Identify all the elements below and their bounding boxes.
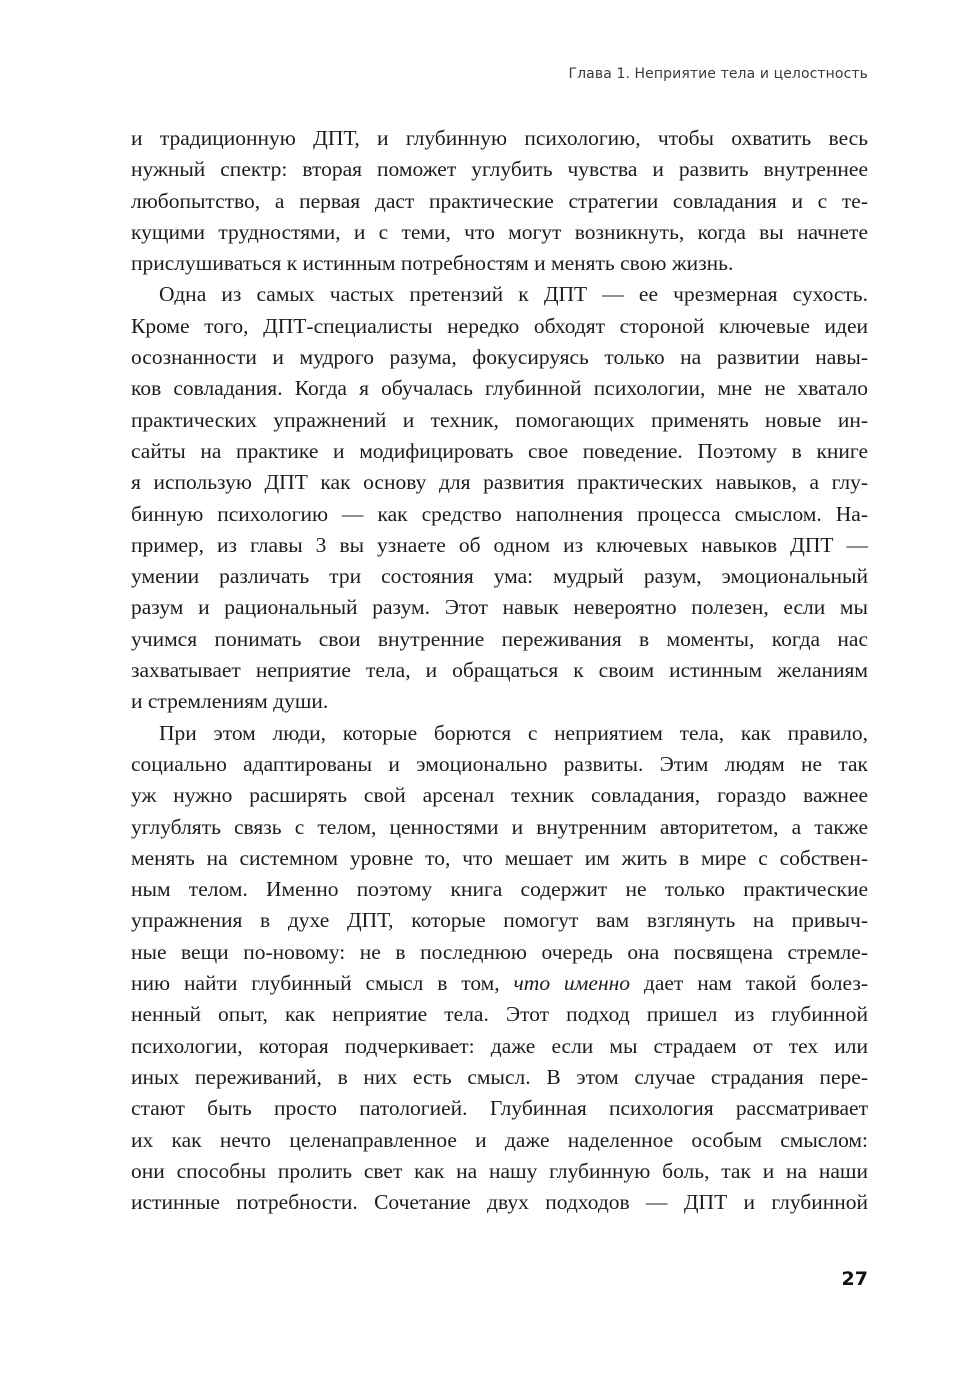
text-line: ным телом. Именно поэтому книга содержит не только практические (131, 877, 868, 902)
text-line: психологии, которая подчеркивает: даже если мы страдаем от тех или (131, 1033, 868, 1058)
text-line: они способны пролить свет как на нашу глубинную боль, так и на наши (131, 1158, 868, 1183)
text-line: сайты на практике и модифицировать свое поведение. Поэтому в книге (131, 438, 868, 463)
text-line: менять на системном уровне то, что мешает им жить в мире с собствен- (131, 845, 868, 870)
text-line: истинные потребности. Сочетание двух подходов — ДПТ и глубинной (131, 1190, 868, 1215)
text-line: захватывает неприятие тела, и обращаться к своим истинным желаниям (131, 658, 868, 683)
text-line: нужный спектр: вторая поможет углубить чувства и развить внутреннее (131, 157, 868, 182)
text-line: умении различать три состояния ума: мудрый разум, эмоциональный (131, 564, 868, 589)
paragraph (131, 718, 868, 1219)
text-line: иных переживаний, в них есть смысл. В этом случае страдания пере- (131, 1064, 868, 1089)
text-line: бинную психологию — как средство наполнения процесса смыслом. На- (131, 501, 868, 526)
page-number: 27 (841, 1268, 868, 1290)
paragraph (131, 123, 868, 279)
text-line: ненный опыт, как неприятие тела. Этот подход пришел из глубинной (131, 1002, 868, 1027)
text-line: углублять связь с телом, ценностями и внутренним авторитетом, а также (131, 814, 868, 839)
text-line: практических упражнений и техник, помогающих применять новые ин- (131, 407, 868, 432)
text-line: и традиционную ДПТ, и глубинную психологию, чтобы охватить весь (131, 126, 868, 150)
body-text (131, 123, 868, 1218)
text-line: упражнения в духе ДПТ, которые помогут вам взглянуть на привыч- (131, 908, 868, 933)
text-line: уж нужно расширять свой арсенал техник совладания, гораздо важнее (131, 783, 868, 808)
text-line: прислушиваться к истинным потребностям и менять свою жизнь. (131, 251, 734, 276)
text-line: социально адаптированы и эмоционально развиты. Этим людям не так (131, 751, 868, 776)
text-line: ков совладания. Когда я обучалась глубинной психологии, мне не хватало (131, 376, 868, 401)
text-line: я использую ДПТ как основу для развития практических навыков, а глу- (131, 470, 868, 495)
text-line: стают быть просто патологией. Глубинная психология рассматривает (131, 1096, 868, 1121)
text-line: любопытство, а первая даст практические стратегии совладания и с те- (131, 188, 868, 213)
text-line: учимся понимать свои внутренние переживания в моменты, когда нас (131, 626, 868, 651)
text-line: их как нечто целенаправленное и даже наделенное особым смыслом: (131, 1127, 868, 1152)
text-line: пример, из главы 3 вы узнаете об одном из ключевых навыков ДПТ — (131, 532, 868, 557)
text-line: осознанности и мудрого разума, фокусируясь только на развитии навы- (131, 345, 868, 370)
paragraph (131, 279, 868, 717)
running-header: Глава 1. Неприятие тела и целостность (568, 66, 868, 82)
text-line: нию найти глубинный смысл в том, что именно дает нам такой болез- (131, 971, 868, 996)
text-line: кущими трудностями, и с теми, что могут возникнуть, когда вы начнете (131, 219, 868, 244)
text-line: Кроме того, ДПТ-специалисты нередко обходят стороной ключевые идеи (131, 313, 868, 338)
text-line: разум и рациональный разум. Этот навык невероятно полезен, если мы (131, 595, 868, 620)
text-line: Одна из самых частых претензий к ДПТ — ее чрезмерная сухость. (159, 282, 868, 307)
emphasis: что именно (513, 971, 631, 996)
text-line: и стремлениям души. (131, 689, 329, 714)
text-line: При этом люди, которые борются с неприятием тела, как правило, (159, 720, 868, 745)
text-line: ные вещи по-новому: не в последнюю очередь она посвящена стремле- (131, 939, 868, 964)
